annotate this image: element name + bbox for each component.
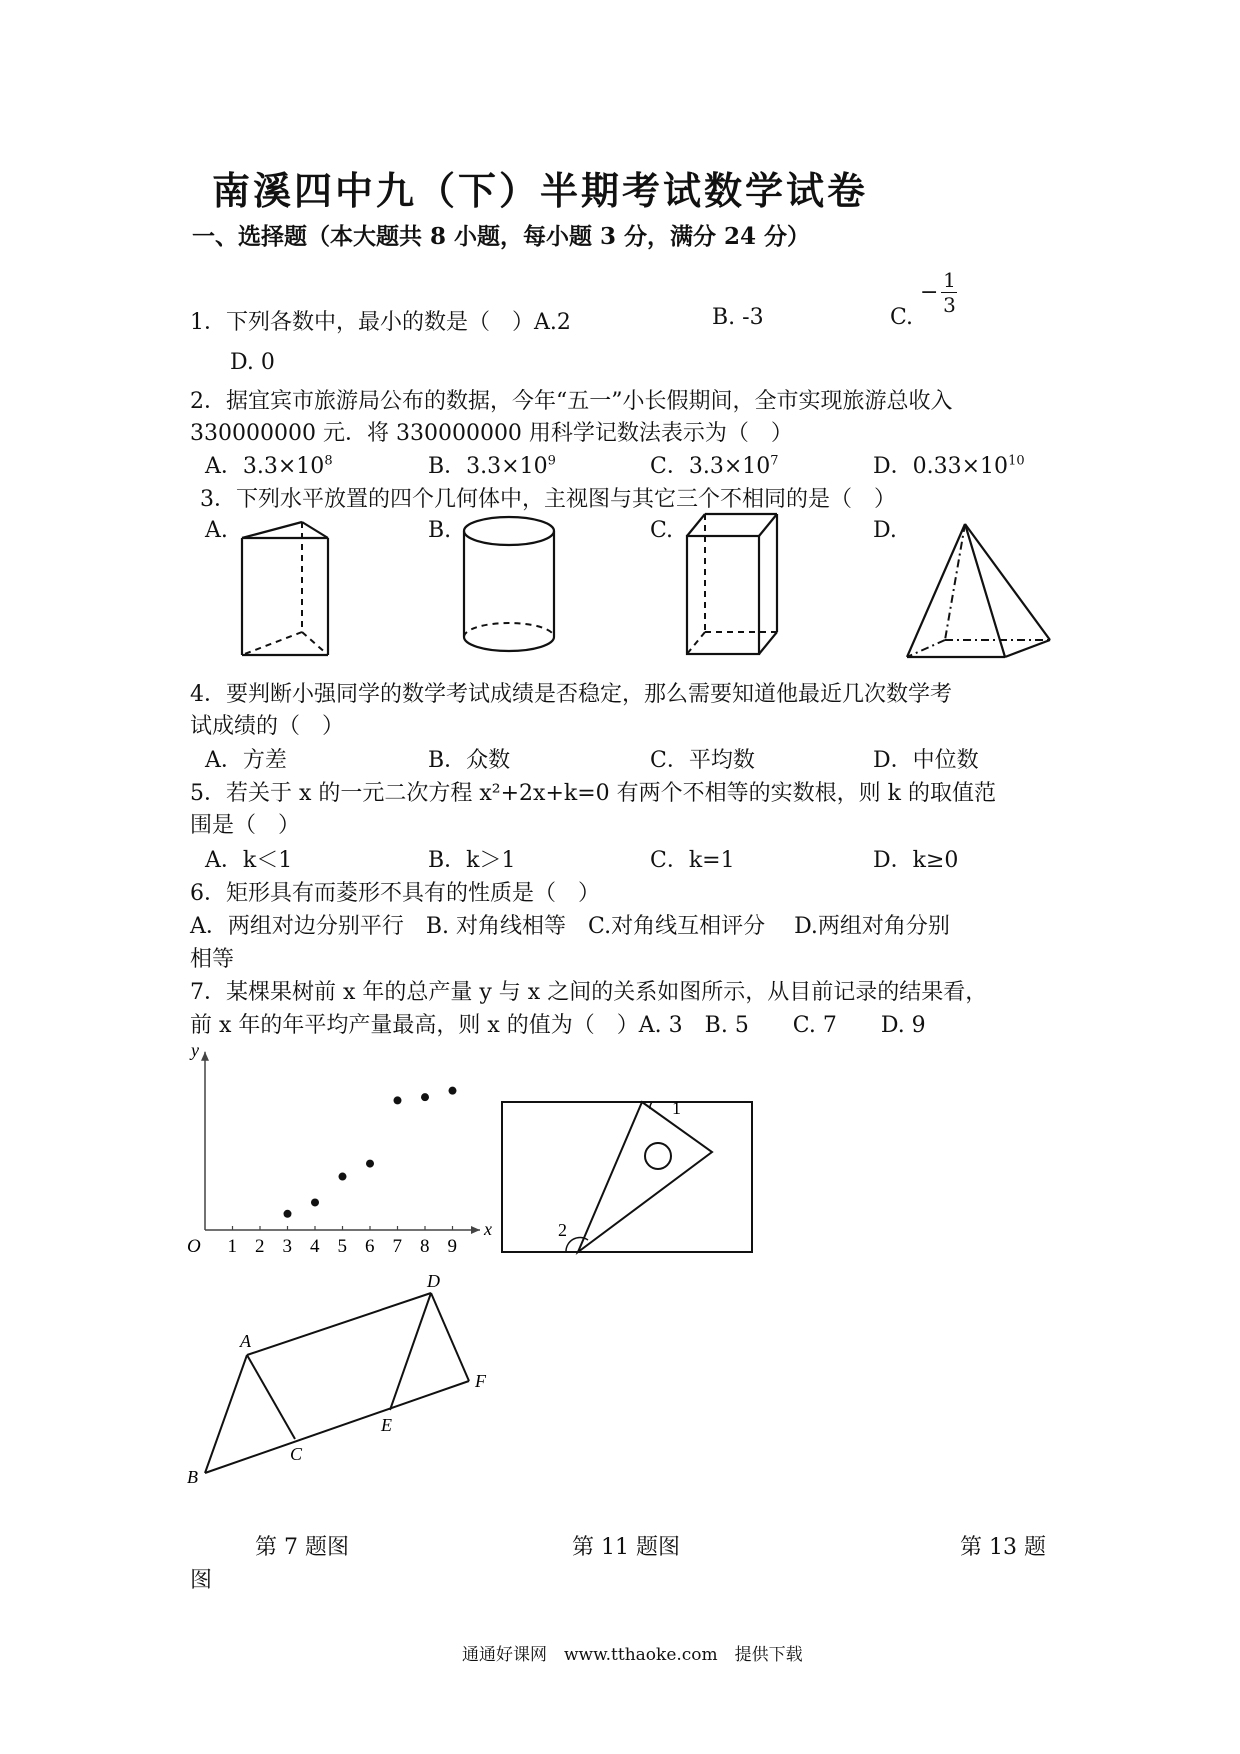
page-title: 南溪四中九（下）半期考试数学试卷	[212, 168, 869, 213]
caption-fig13: 第 13 题	[960, 1535, 1046, 1560]
q6-stem: 6．矩形具有而菱形不具有的性质是（ ）	[190, 881, 600, 906]
q3-label-a: A.	[205, 518, 228, 543]
q5-option-d: D．k≥0	[873, 848, 959, 873]
q1-c-denominator: 3	[943, 293, 956, 317]
x-tick-label: 1	[227, 1236, 237, 1257]
fig13-label-e: E	[381, 1415, 392, 1435]
x-axis-label: x	[484, 1219, 492, 1239]
data-point	[339, 1173, 347, 1181]
q5-option-c: C．k=1	[650, 848, 735, 873]
q2-d-base: D．0.33×10	[873, 454, 1009, 479]
fig13-geometry-figure	[185, 1271, 495, 1487]
fig11-rectangle	[502, 1102, 752, 1252]
q3-label-d: D.	[873, 518, 897, 543]
section-heading: 一、选择题（本大题共 8 小题，每小题 3 分，满分 24 分）	[192, 223, 811, 250]
q7-line1: 7．某棵果树前 x 年的总产量 y 与 x 之间的关系如图所示，从目前记录的结果看，	[190, 980, 988, 1005]
q1-c-numerator: 1	[943, 268, 956, 292]
cylinder-figure	[462, 515, 562, 655]
q4-option-d: D．中位数	[873, 748, 979, 773]
q2-option-d	[873, 449, 1025, 480]
fig11-set-square	[578, 1102, 712, 1252]
q2-option-b	[428, 449, 556, 480]
data-point	[366, 1160, 374, 1168]
fig13-label-c: C	[290, 1444, 303, 1464]
q5-option-a: A．k＜1	[205, 848, 293, 873]
q2-b-base: B．3.3×10	[428, 454, 548, 479]
data-point	[449, 1087, 457, 1095]
caption-fig13-cont: 图	[190, 1568, 213, 1593]
caption-fig7: 第 7 题图	[255, 1535, 349, 1560]
q6-options-cont: 相等	[190, 947, 235, 972]
q1-c-sign: −	[920, 280, 939, 305]
data-point	[284, 1210, 292, 1218]
q5-line2: 围是（ ）	[190, 813, 301, 838]
q1-option-c-label: C.	[890, 305, 914, 330]
fig13-label-a: A	[240, 1331, 251, 1351]
q1-c-frac	[941, 270, 957, 315]
q2-line2: 330000000 元．将 330000000 用科学记数法表示为（ ）	[190, 421, 793, 446]
fig11-angle2-label: 2	[558, 1220, 567, 1240]
q4-option-c: C．平均数	[650, 748, 755, 773]
q2-option-a	[205, 449, 333, 480]
x-axis-arrow	[471, 1226, 480, 1234]
x-tick-label: 2	[255, 1236, 265, 1257]
q4-line2: 试成绩的（ ）	[190, 714, 345, 739]
q1-option-b: B. -3	[712, 305, 764, 330]
data-point	[421, 1093, 429, 1101]
data-point	[311, 1198, 319, 1206]
q1-stem: 1．下列各数中，最小的数是（ ）A.2	[190, 310, 571, 335]
q4-option-b: B．众数	[428, 748, 511, 773]
origin-label: O	[187, 1236, 201, 1257]
q7-line2: 前 x 年的年平均产量最高，则 x 的值为（ ）A. 3 B. 5 C. 7 D. 9	[190, 1013, 926, 1038]
x-tick-label: 3	[282, 1236, 292, 1257]
fig11-angle1-label: 1	[672, 1098, 681, 1118]
q4-option-a: A．方差	[205, 748, 287, 773]
q4-line1: 4．要判断小强同学的数学考试成绩是否稳定，那么需要知道他最近几次数学考	[190, 682, 952, 707]
y-axis-arrow	[201, 1052, 209, 1061]
q2-line1: 2．据宜宾市旅游局公布的数据，今年“五一”小长假期间，全市实现旅游总收入	[190, 389, 953, 414]
fig11-hole	[645, 1143, 671, 1169]
rectangular-box-figure	[685, 512, 785, 657]
q2-d-exp: 10	[1008, 453, 1025, 469]
x-tick-label: 6	[365, 1236, 375, 1257]
q5-option-b: B．k＞1	[428, 848, 516, 873]
y-axis-label: y	[191, 1039, 199, 1060]
q1-option-d: D. 0	[230, 350, 275, 375]
q6-options: A．两组对边分别平行 B. 对角线相等 C.对角线互相评分 D.两组对角分别	[190, 914, 950, 939]
q2-option-c	[650, 449, 779, 480]
q7-scatter-chart	[185, 1040, 495, 1265]
q2-b-exp: 9	[547, 453, 556, 469]
fig11-angle2-arc	[566, 1237, 588, 1252]
pyramid-figure	[905, 522, 1055, 662]
fig13-label-b: B	[187, 1467, 198, 1487]
data-point	[394, 1096, 402, 1104]
q3-label-c: C.	[650, 518, 674, 543]
fig13-label-f: F	[475, 1371, 486, 1391]
fig13-label-d: D	[427, 1271, 440, 1291]
q5-line1: 5．若关于 x 的一元二次方程 x²+2x+k=0 有两个不相等的实数根，则 k 的取值范	[190, 781, 996, 806]
q2-c-base: C．3.3×10	[650, 454, 771, 479]
q1-option-c-fraction	[920, 270, 957, 315]
triangular-prism-figure	[240, 520, 340, 660]
q2-a-exp: 8	[324, 453, 333, 469]
caption-fig11: 第 11 题图	[572, 1535, 680, 1560]
q2-a-base: A．3.3×10	[205, 454, 325, 479]
x-tick-label: 5	[337, 1236, 347, 1257]
x-tick-label: 9	[447, 1236, 457, 1257]
page-footer: 通通好课网 www.tthaoke.com 提供下载	[462, 1645, 803, 1665]
q2-c-exp: 7	[770, 453, 779, 469]
x-tick-label: 8	[420, 1236, 430, 1257]
fig11-set-square-figure	[500, 1100, 760, 1260]
x-tick-label: 7	[392, 1236, 402, 1257]
q3-stem: 3．下列水平放置的四个几何体中，主视图与其它三个不相同的是（ ）	[200, 487, 896, 512]
x-tick-label: 4	[310, 1236, 320, 1257]
q3-label-b: B.	[428, 518, 452, 543]
